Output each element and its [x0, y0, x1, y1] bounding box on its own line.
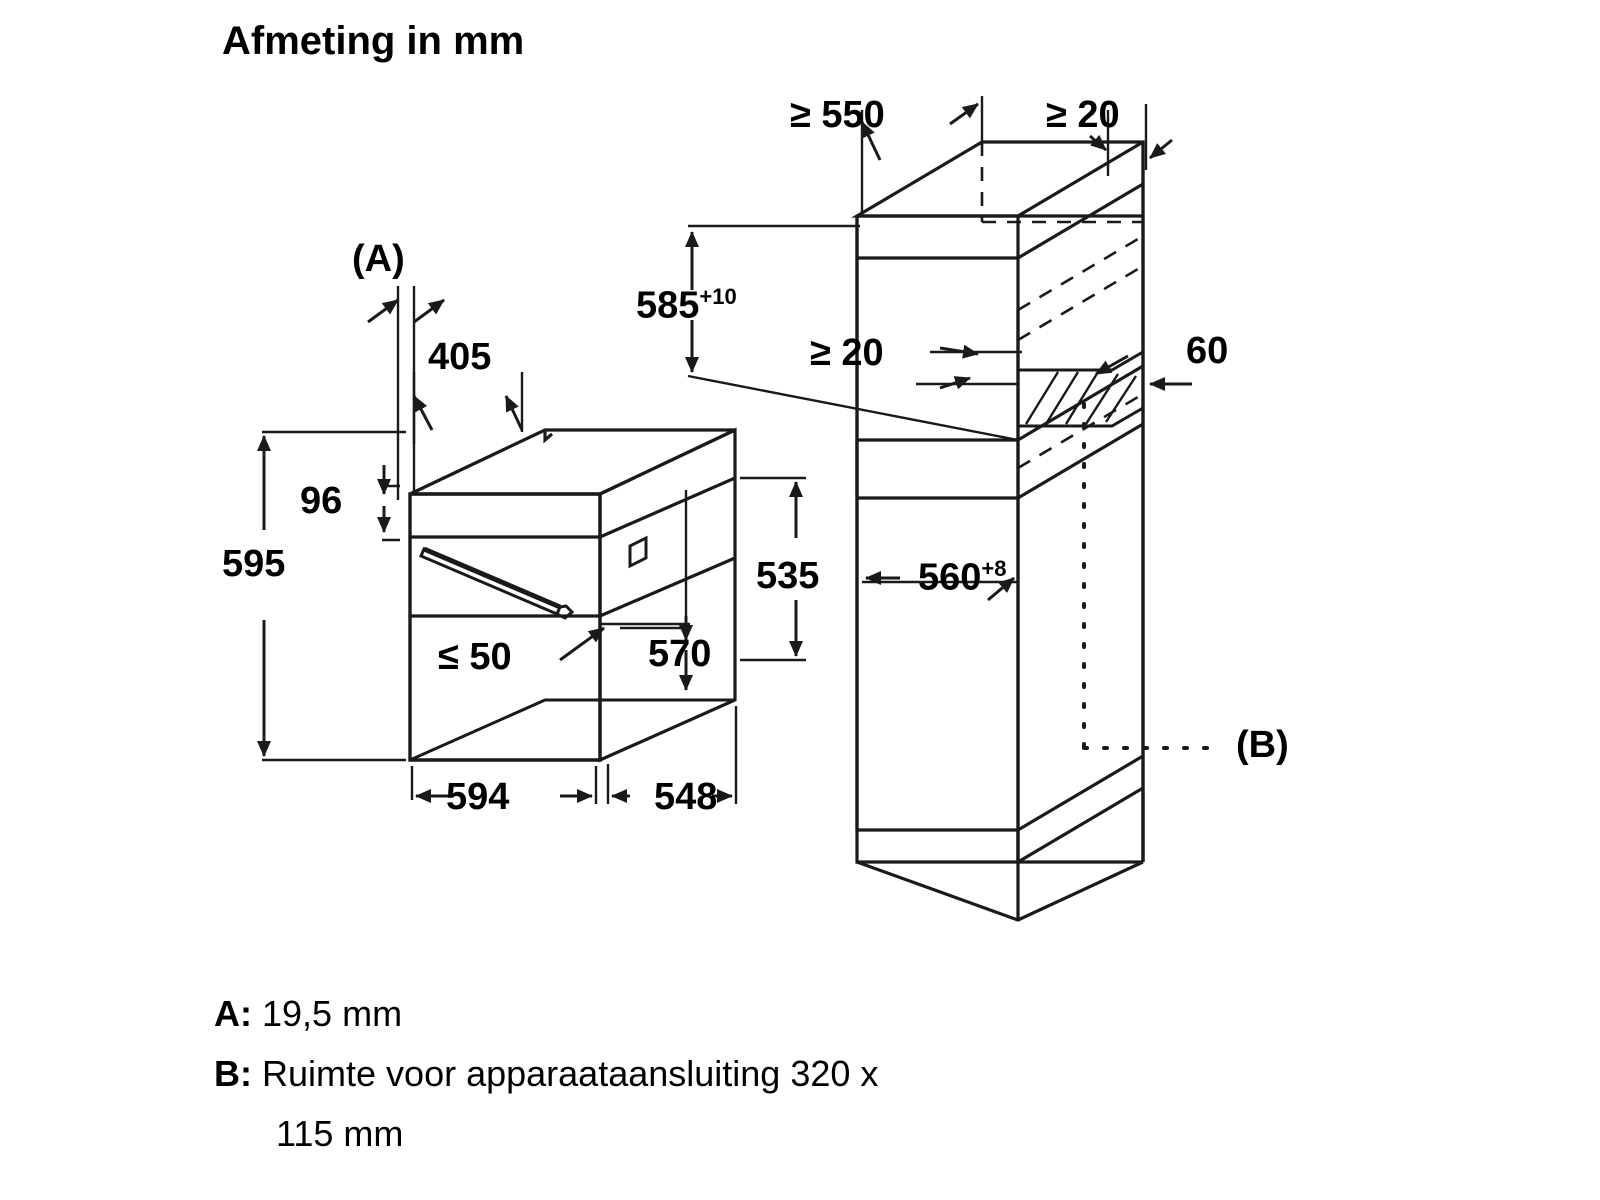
marker-label-B: (B) [1236, 724, 1289, 766]
cabinet-outline [857, 142, 1143, 920]
dimension-535: 535 [756, 555, 820, 597]
dimension-570: 570 [648, 633, 712, 675]
legend-row-b [214, 1053, 879, 1094]
dimension-405: 405 [428, 336, 492, 378]
dim-20-mid [916, 348, 1128, 388]
dim-A-arrows [368, 300, 444, 322]
page-title: Afmeting in mm [222, 19, 525, 63]
dimension-560 [918, 558, 1007, 597]
dimension-60: 60 [1186, 330, 1229, 372]
dimension-96: 96 [300, 480, 343, 522]
dimension-min-550: ≥ 550 [790, 94, 885, 136]
dimension-585 [636, 286, 737, 325]
legend-key-b: B: [214, 1053, 252, 1094]
dim-50 [560, 628, 604, 660]
dimension-595: 595 [222, 543, 286, 585]
dimension-548: 548 [654, 776, 718, 818]
dimension-594: 594 [446, 776, 510, 818]
legend-text-b: Ruimte voor apparaataansluiting 320 x [262, 1053, 879, 1094]
leader-B [1084, 404, 1224, 748]
dimension-560-value: 560 [918, 556, 982, 599]
legend-text-b-cont: 115 mm [276, 1113, 404, 1154]
marker-label-A: (A) [352, 238, 405, 280]
dimension-585-value: 585 [636, 284, 700, 327]
dimension-min-20-top: ≥ 20 [1046, 94, 1120, 136]
dimension-585-tolerance: +10 [699, 284, 737, 309]
connection-box [1018, 352, 1143, 426]
legend-row-b-cont [276, 1113, 404, 1154]
legend-row-a [214, 993, 403, 1034]
legend-key-a: A: [214, 993, 252, 1034]
dim-405 [414, 372, 522, 444]
legend-text-a: 19,5 mm [262, 993, 403, 1034]
dim-A-lines [398, 286, 414, 500]
dimension-max-50: ≤ 50 [438, 636, 512, 678]
dimension-560-tolerance: +8 [981, 556, 1007, 581]
dimension-min-20-mid: ≥ 20 [810, 332, 884, 374]
